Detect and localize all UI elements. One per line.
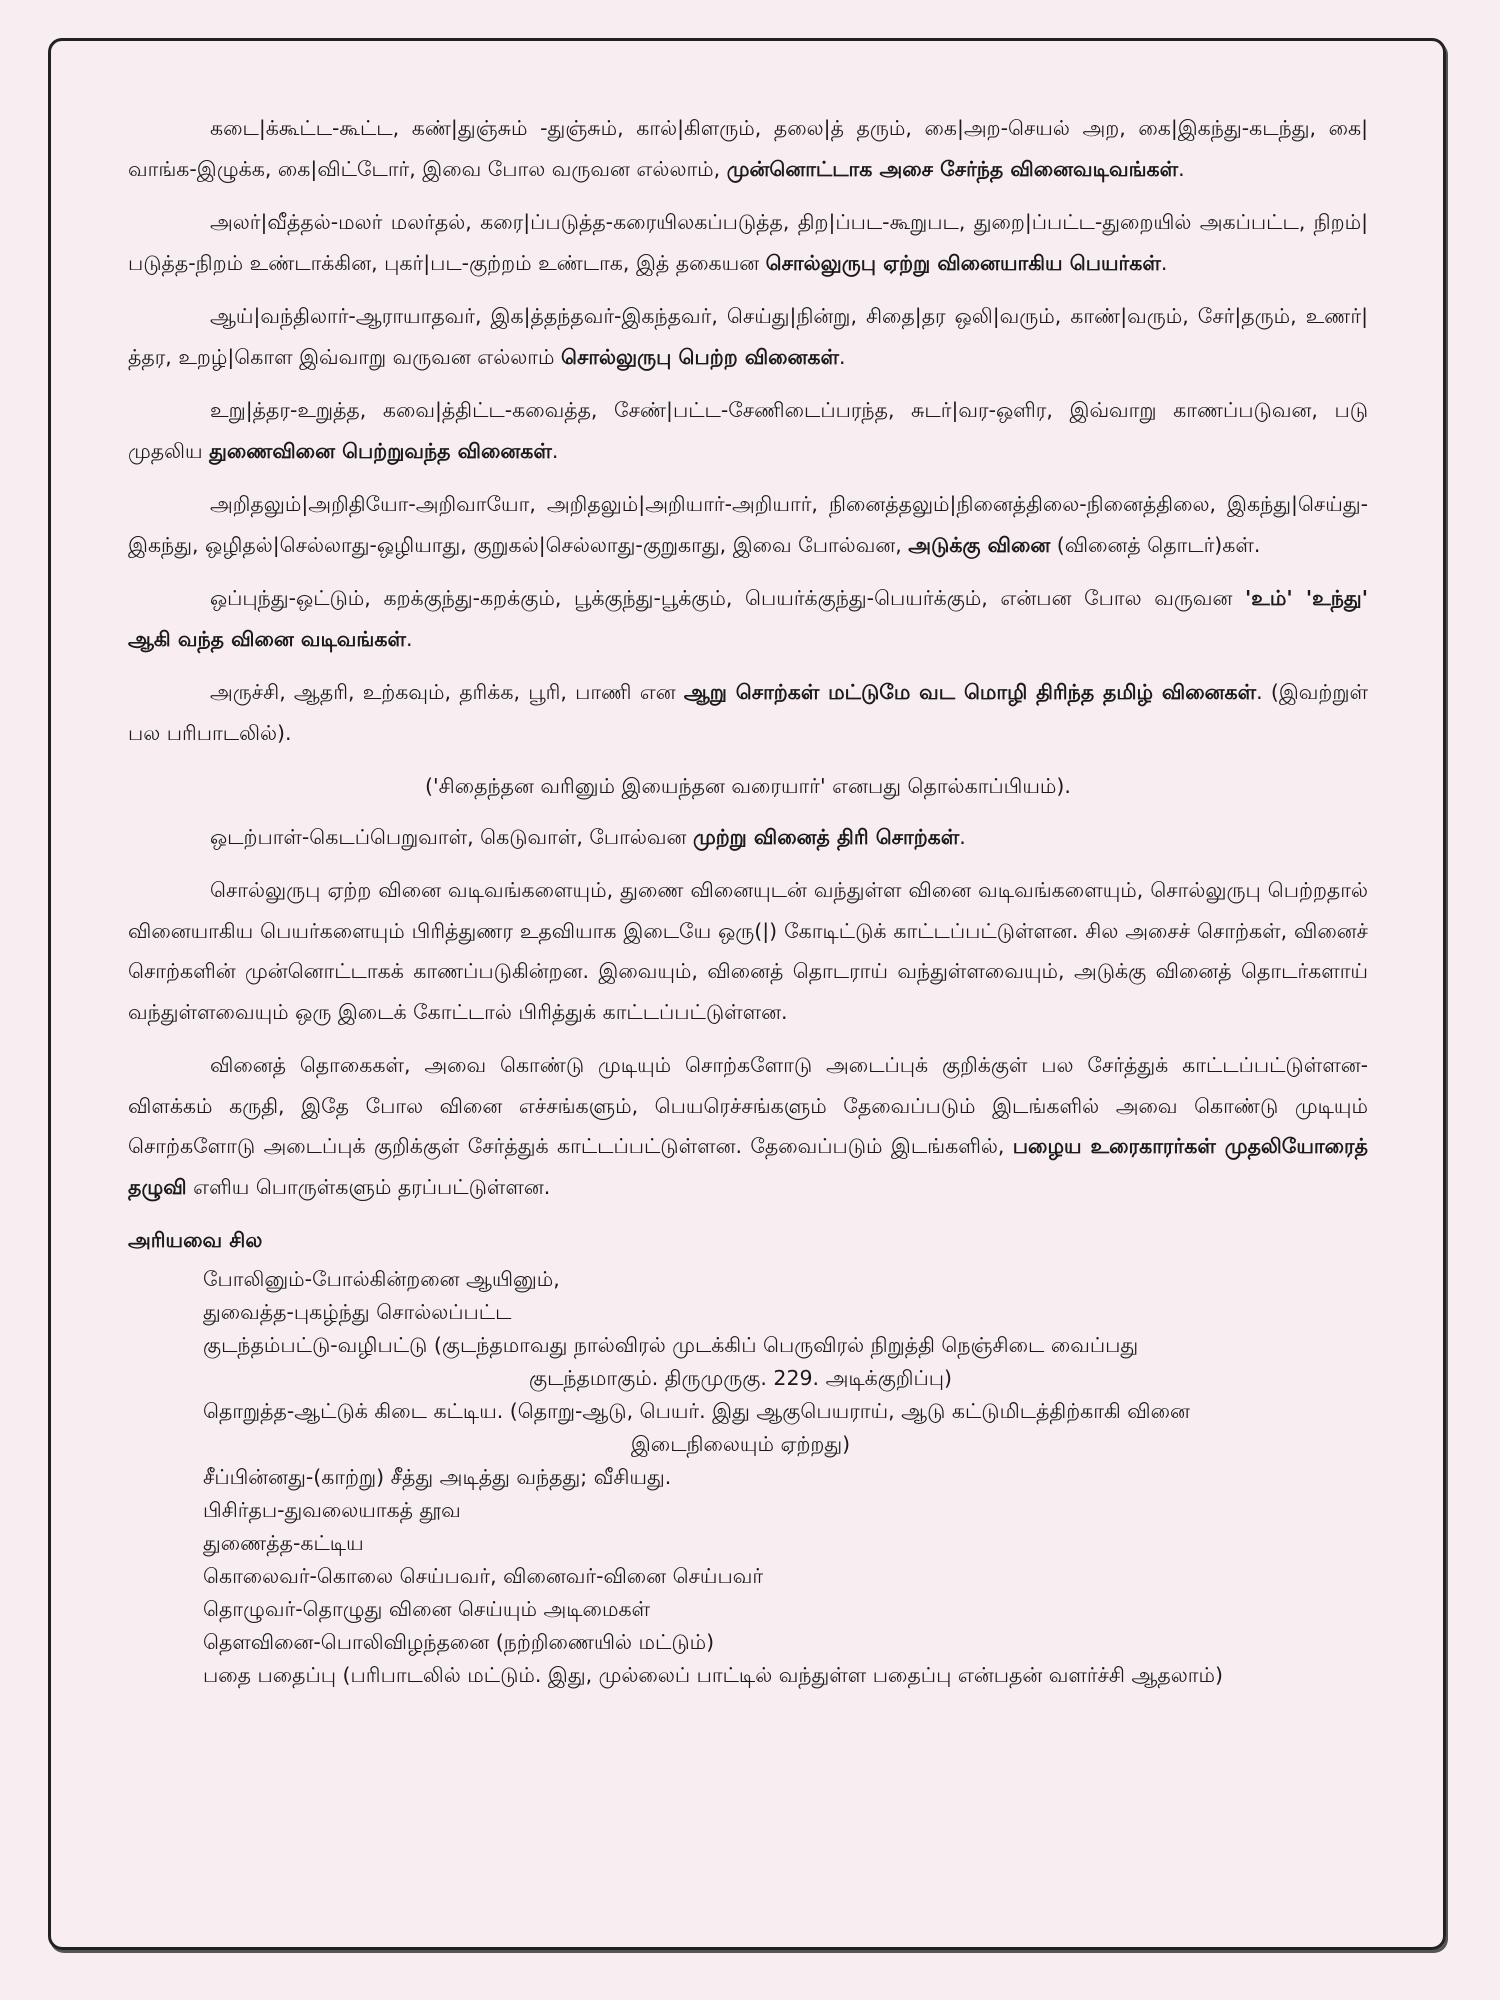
paragraph-8: ஒடற்பாள்-கெடப்பெறுவாள், கெடுவாள், போல்வன முற்று வினைத் திரி சொற்கள். xyxy=(210,824,966,849)
list-item: தொழுவர்-தொழுது வினை செய்யும் அடிமைகள் xyxy=(203,1596,651,1621)
rare-words-list xyxy=(128,1263,1368,1692)
list-item: தொறுத்த-ஆட்டுக் கிடை கட்டிய. (தொறு-ஆடு, பெயர். இது ஆகுபெயராய், ஆடு கட்டுமிடத்திற்காகி வினை இடைநிலையும் ஏற்றது) xyxy=(203,1398,1190,1456)
section-heading: அரியவை சில xyxy=(128,1228,263,1252)
list-item: குடந்தம்பட்டு-வழிபட்டு (குடந்தமாவது நால்விரல் முடக்கிப் பெருவிரல் நிறுத்தி நெஞ்சிடை வைப்பது குடந்தமாகும். திருமுருகு. 229. அடிக்குறிப்பு) xyxy=(203,1332,1139,1390)
paragraph-10: வினைத் தொகைகள், அவை கொண்டு முடியும் சொற்களோடு அடைப்புக் குறிக்குள் பல சேர்த்துக் காட்டப்பட்டுள்ளன-விளக்கம் கருதி, இதே போல வினை எச்சங்களும், பெயரெச்சங்களும் தேவைப்படும் இடங்களில் அவை கொண்டு முடியும் சொற்களோடு அடைப்புக் குறிக்குள் சேர்த்துக் காட்டப்பட்டுள்ளன. தேவைப்படும் இடங்களில், பழைய உரைகாரர்கள் முதலியோரைத் தழுவி எளிய பொருள்களும் தரப்பட்டுள்ளன. xyxy=(128,1053,1368,1199)
list-item: சீப்பின்னது-(காற்று) சீத்து அடித்து வந்தது; வீசியது. xyxy=(203,1464,672,1489)
paragraph-2: அலர்|வீத்தல்-மலர் மலர்தல், கரை|ப்படுத்த-கரையிலகப்படுத்த, திற|ப்பட-கூறுபட, துறை|ப்பட்ட-துறையில் அகப்பட்ட, நிறம்|படுத்த-நிறம் உண்டாக்கின, புகர்|பட-குற்றம் உண்டாக, இத் தகையன சொல்லுருபு ஏற்று வினையாகிய பெயர்கள். xyxy=(128,210,1368,275)
paragraph-5: அறிதலும்|அறிதியோ-அறிவாயோ, அறிதலும்|அறியார்-அறியார், நினைத்தலும்|நினைத்திலை-நினைத்திலை, இகந்து|செய்து-இகந்து, ஒழிதல்|செல்லாது-ஒழியாது, குறுகல்|செல்லாது-குறுகாது, இவை போல்வன, அடுக்கு வினை (வினைத் தொடர்)கள். xyxy=(128,492,1368,557)
list-item: பதை பதைப்பு (பரிபாடலில் மட்டும். இது, முல்லைப் பாட்டில் வந்துள்ள பதைப்பு என்பதன் வளர்ச்சி ஆதலாம்) xyxy=(203,1662,1223,1687)
list-item: துணைத்த-கட்டிய xyxy=(203,1530,364,1555)
paragraph-1: கடை|க்கூட்ட-கூட்ட, கண்|துஞ்சும் -துஞ்சும், கால்|கிளரும், தலை|த் தரும், கை|அற-செயல் அற, கை|இகந்து-கடந்து, கை|வாங்க-இழுக்க, கை|விட்டோர், இவை போல வருவன எல்லாம், முன்னொட்டாக அசை சேர்ந்த வினைவடிவங்கள். xyxy=(128,116,1368,181)
list-item: தெளவினை-பொலிவிழந்தனை (நற்றிணையில் மட்டும்) xyxy=(203,1629,715,1654)
paragraph-7: அருச்சி, ஆதரி, உற்கவும், தரிக்க, பூரி, பாணி என ஆறு சொற்கள் மட்டுமே வட மொழி திரிந்த தமிழ் வினைகள். (இவற்றுள் பல பரிபாடலில்). xyxy=(128,680,1368,745)
list-item: கொலைவர்-கொலை செய்பவர், வினைவர்-வினை செய்பவர் xyxy=(203,1563,764,1588)
paragraph-9: சொல்லுருபு ஏற்ற வினை வடிவங்களையும், துணை வினையுடன் வந்துள்ள வினை வடிவங்களையும், சொல்லுருபு பெற்றதால் வினையாகிய பெயர்களையும் பிரித்துணர உதவியாக இடையே ஒரு(|) கோடிட்டுக் காட்டப்பட்டுள்ளன. சில அசைச் சொற்கள், வினைச் சொற்களின் முன்னொட்டாகக் காணப்படுகின்றன. இவையும், வினைத் தொடராய் வந்துள்ளவையும், அடுக்கு வினைத் தொடர்களாய் வந்துள்ளவையும் ஒரு இடைக் கோட்டால் பிரித்துக் காட்டப்பட்டுள்ளன. xyxy=(128,878,1368,1024)
page-content xyxy=(128,108,1368,1692)
quote-line: ('சிதைந்தன வரினும் இயைந்தன வரையார்' எனபது தொல்காப்பியம்). xyxy=(425,774,1071,798)
paragraph-3: ஆய்|வந்திலார்-ஆராயாதவர், இக|த்தந்தவர்-இகந்தவர், செய்து|நின்று, சிதை|தர ஒலி|வரும், காண்|வரும், சேர்|தரும், உணர்|த்தர, உறழ்|கொள இவ்வாறு வருவன எல்லாம் சொல்லுருபு பெற்ற வினைகள். xyxy=(128,304,1368,369)
paragraph-4: உறு|த்தர-உறுத்த, கவை|த்திட்ட-கவைத்த, சேண்|பட்ட-சேணிடைப்பரந்த, சுடர்|வர-ஒளிர, இவ்வாறு காணப்படுவன, படு முதலிய துணைவினை பெற்றுவந்த வினைகள். xyxy=(128,398,1368,463)
list-item: பிசிர்தப-துவலையாகத் தூவ xyxy=(203,1497,461,1522)
list-item: துவைத்த-புகழ்ந்து சொல்லப்பட்ட xyxy=(203,1299,512,1324)
list-item: போலினும்-போல்கின்றனை ஆயினும், xyxy=(203,1266,560,1291)
paragraph-6: ஒப்புந்து-ஒட்டும், கறக்குந்து-கறக்கும், பூக்குந்து-பூக்கும், பெயர்க்குந்து-பெயர்க்கும், என்பன போல வருவன 'உம்' 'உந்து' ஆகி வந்த வினை வடிவங்கள். xyxy=(128,586,1368,651)
